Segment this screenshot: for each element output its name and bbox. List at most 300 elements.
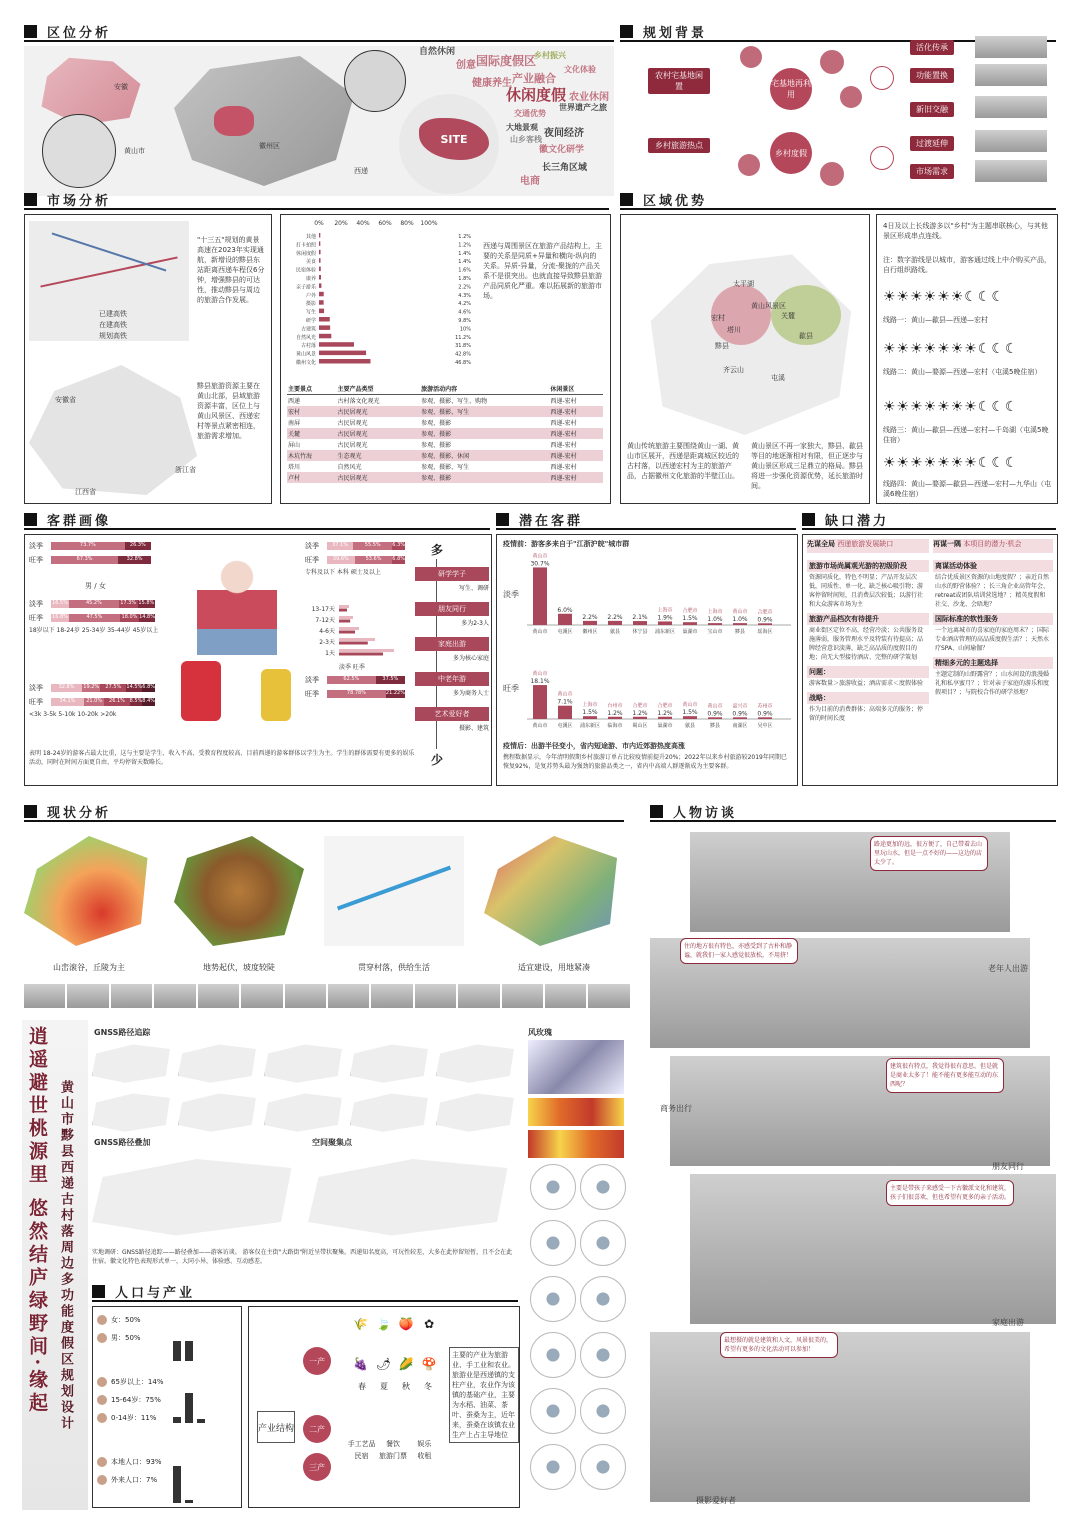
bar-value: 0.9% (732, 710, 748, 718)
bar (608, 621, 622, 625)
rail-map (29, 221, 189, 341)
customer-type-note: 写生、调研 (458, 585, 489, 592)
bar (319, 250, 321, 255)
section-header-regional (620, 190, 1056, 210)
stacked-segment: 39.6% (327, 556, 355, 564)
potential-low-chart (501, 551, 793, 643)
season-label: 秋 (402, 1382, 410, 1391)
customer-type-label: 艺术爱好者 (415, 707, 489, 721)
stacked-segment: 37.1% (327, 542, 353, 550)
axis-tick: 80% (400, 220, 414, 227)
bar (319, 351, 366, 356)
bar-label: 其他 (305, 234, 316, 240)
potential-after-note: 携程数据显示，今年清明假期乡村旅游订单占比较疫情前提升20%；2022年以来乡村旅游较2019年同期已恢复92%，是复苏势头最为强劲的旅游品类之一，省内中高端人群逐渐成为主要客群。 (503, 754, 787, 770)
grape-icon: 🍇 (353, 1356, 369, 1371)
map-label-huangshan: 黄山市 (124, 147, 145, 155)
stacked-bar (51, 684, 155, 692)
gap-right-head-sub: 本项目的潜力·机会 (963, 540, 1022, 548)
bg-left-tag: 农村宅基地闲置 (648, 68, 710, 94)
bar-top-label: 上海市 (582, 702, 598, 709)
city-label: 屯溪区 (557, 629, 573, 635)
location-map (24, 46, 614, 196)
wind-rose (530, 1444, 576, 1490)
bg-center-bubble: 乡村度假 (770, 132, 812, 174)
bg-outline-bubble (870, 66, 894, 90)
stacked-segment: 45.2% (69, 600, 119, 608)
city-label: 南湖区 (732, 723, 748, 729)
main-title: 逍遥避世桃源里 悠然结庐绿野间·缘起 (26, 1026, 48, 1416)
stacked-bar (327, 556, 405, 564)
gap-item-title: 精细多元的主题选择 (933, 657, 1053, 669)
table-cell: 西递-宏村 (550, 475, 577, 482)
header-square-icon (496, 513, 509, 526)
tier3-item: 手工艺品 (347, 1440, 376, 1448)
gap-item-title: 问题： (807, 666, 929, 678)
bar-value: 1.8% (458, 276, 471, 282)
stay-bar (339, 642, 368, 645)
corn-icon: 🌽 (398, 1356, 414, 1371)
strip-photo (198, 984, 239, 1008)
word-cloud-item: 文化体验 (564, 65, 596, 74)
stacked-row (29, 555, 159, 565)
county-highlight (214, 106, 254, 136)
bg-small-bubble (820, 162, 844, 186)
bar-top-label: 黄山市 (707, 703, 723, 710)
wind-rose (530, 1332, 576, 1378)
section-title: 缺口潜力 (825, 513, 890, 529)
customer-footer: 表明 18-24岁的游客占最大比重，这与主要是学生、收入不高、受教育程度较高、目前西递的游客群体以学生为主。学生的群体需要有更多的娱乐活动，同时在时间方面更自由、平均停留天数略长。 (29, 750, 415, 766)
bar (319, 325, 330, 330)
stacked-segment: 73.7% (51, 542, 125, 550)
age-bars (29, 599, 163, 635)
grain-icon: 🌾 (353, 1317, 369, 1331)
axis-tick: 0% (314, 220, 324, 227)
age-legend: 18岁以下 18-24岁 25-34岁 35-44岁 45岁以上 (29, 627, 159, 634)
stacked-segment: 62.5% (327, 676, 376, 684)
bar (319, 292, 324, 297)
stat-bar (173, 1466, 181, 1503)
bar (319, 317, 330, 322)
status-maps (24, 826, 630, 976)
river-line (337, 866, 451, 911)
potential-panel (496, 534, 798, 786)
bar (533, 567, 547, 625)
section-header-status (24, 802, 624, 822)
season-label: 淡季 (29, 600, 43, 608)
gap-item-title: 旅游产品档次有待提升 (807, 613, 929, 625)
route-3: 线路三：黄山—歙县—西递—宏村—千岛湖（屯溪5晚住宿） (883, 426, 1049, 444)
wind-rose (530, 1388, 576, 1434)
stacked-row (305, 541, 409, 551)
bar (319, 267, 321, 272)
stacked-bar (51, 614, 155, 622)
stacked-row (305, 555, 409, 565)
strip-photo (285, 984, 326, 1008)
wind-rose (580, 1332, 626, 1378)
tier-2: 二产 (303, 1415, 331, 1443)
table-cell: 西递-宏村 (550, 442, 577, 449)
stacked-bar (327, 676, 405, 684)
stacked-row (29, 697, 163, 707)
bar-top-label: 合肥市 (757, 609, 773, 616)
market-note-3: 西递与周围景区在旅游产品结构上，主要的关系是同质+异量和横向-纵向的关系。异质-异量，分流-聚拢的产品关系不是很突出。也就直接导致黟县旅游产品同质化严重。难以拓展新的旅游市场。 (483, 242, 602, 300)
strip-photo (502, 984, 543, 1008)
bar-value: 1.6% (458, 267, 471, 274)
table-cell: 参观、摄影 (421, 431, 452, 438)
regional-note-2: 黄山景区不再一家独大，黟县、歙县等目的地逐渐相对有限，但正逐步与黄山景区形成三足鼎立的格局。黟县将进一步强化资源优势，延长旅游时间。 (751, 442, 863, 490)
bar-value: 0.9% (707, 710, 723, 718)
customer-type-note: 摄影、建筑 (458, 725, 489, 732)
stacked-segment: 6.3% (392, 542, 405, 548)
section-header-interview (650, 802, 1056, 822)
bar (319, 241, 320, 246)
stay-label: 13-17天 (311, 606, 335, 613)
season-label: 淡季 (305, 676, 319, 684)
table-header: 旅游活动内容 (420, 383, 549, 395)
gap-item-desc: 一个远离城市的喜家庭的家庭周末？；国际专业酒店管理的高品质度假生活？；天然水疗SPA、山间瑜伽？ (935, 627, 1050, 652)
customer-type-note: 多为核心家庭 (452, 655, 489, 662)
table-cell: 西递-宏村 (550, 453, 577, 460)
bar-value: 42.8% (455, 351, 471, 358)
tier3-items (347, 1439, 439, 1461)
stacked-segment: 14.5% (126, 684, 143, 690)
wind-rose (580, 1276, 626, 1322)
stat-label: 65岁以上：14% (111, 1378, 164, 1386)
gap-item-desc: 结合优质景区资源的山地度假？；亲近自然山水的野营体验？；长三角企业高管年会、retreat或团队培训营选地？；精英度假和社交、沙龙、会晤地？ (935, 574, 1050, 608)
bar (733, 623, 747, 625)
season-label: 旺季 (305, 690, 319, 698)
tier3-item: 民宿 (354, 1452, 369, 1460)
gnss-track-map (264, 1040, 346, 1085)
season-label: 冬 (424, 1382, 432, 1391)
route-dots-4: ☀☀☀☀☀☀☀☾☾☾ (883, 455, 1019, 471)
bar (608, 717, 622, 719)
market-note-2: 黟县旅游资源主要在黄山北部，县域旅游资源丰富，区位上与黄山风景区、西递宏村等景点紧密相连，旅游需求增加。 (197, 382, 260, 440)
stay-chart (307, 601, 407, 671)
regional-right-title: 4日及以上长线游多以"乡村"为主题串联核心，与其他景区形成串点连线。 (883, 222, 1048, 240)
table-cell: 古民居观光 (337, 409, 368, 416)
stacked-row (29, 541, 159, 551)
bar-top-label: 黄山市 (732, 609, 748, 616)
stacked-row (29, 683, 163, 693)
mushroom-icon: 🍄 (421, 1356, 437, 1371)
table-cell: 古民居观光 (337, 431, 368, 438)
stacked-segment: 78.78% (327, 690, 386, 698)
section-title: 市场分析 (47, 193, 112, 209)
city-label: 瑶海区 (757, 629, 773, 635)
gap-item-title: 旅游市场尚属观光游的初级阶段 (807, 560, 929, 572)
space-title: 空间聚集点 (312, 1138, 352, 1147)
stacked-segment: 53.6% (355, 556, 393, 564)
stacked-segment: 6.8% (392, 556, 405, 562)
stacked-bar (51, 600, 155, 608)
bar-label: 休闲度假 (295, 250, 316, 257)
table-cell: 古民居观光 (337, 442, 368, 449)
bg-photo (975, 96, 1047, 118)
stacked-segment: 6.8% (142, 684, 155, 690)
bar-value: 2.2% (607, 613, 623, 621)
photo-strip (24, 984, 630, 1008)
table-cell: 参观、摄影、写生 (421, 409, 470, 416)
bar-value: 1.2% (607, 709, 623, 717)
wind-rose (580, 1444, 626, 1490)
bg-photo (975, 160, 1047, 182)
vertical-title-block (22, 1020, 88, 1510)
table-cell: 西递 (288, 398, 301, 405)
customer-type (415, 672, 489, 697)
bar-value: 0.9% (757, 616, 773, 624)
city-label: 浦东新区 (654, 629, 676, 635)
stay-legend: 淡季 旺季 (339, 664, 365, 671)
bar (708, 623, 722, 625)
wind-rose (530, 1276, 576, 1322)
industry-panel (248, 1306, 520, 1508)
stacked-segment: 27.5% (100, 684, 126, 692)
quote-bubble: 住的地方很有特色，亦感受到了古朴和静谧，就我们一家人感觉很放松，不用挤！ (680, 938, 798, 964)
bar-label: 康养 (305, 276, 316, 282)
inset-map-circle (42, 114, 116, 188)
legend-item: 已建高铁 (99, 310, 127, 318)
city-label: 浦东新区 (579, 723, 601, 729)
section-title: 区域优势 (643, 193, 708, 209)
table-cell: 古村落文化观光 (337, 398, 380, 405)
gnss-track-map (178, 1089, 260, 1134)
bar (758, 623, 772, 625)
season-label: 夏 (380, 1382, 388, 1391)
axis-tick: 100% (420, 220, 438, 227)
county-inset-circle (344, 50, 406, 112)
table-cell: 南屏 (288, 420, 301, 427)
person-icon (97, 1333, 107, 1343)
table-row (287, 439, 603, 450)
section-header-location (24, 22, 614, 42)
gap-item-title: 国际标准的软性服务 (933, 613, 1053, 625)
section-title: 潜在客群 (519, 513, 584, 529)
region-label: 宏村 (711, 314, 725, 322)
stacked-segment: 32.8% (118, 556, 151, 564)
status-note: 实地调研：GNSS路径追踪——路径叠加——游客访谈。 游客仅在主街"大路街"附近呈带状聚集。西递知名度高，可玩性较差，大多在此停留短暂，且不会在此住宿。徽文化特色表现形式单一，大同小异，体验感、互动感差。 (92, 1249, 513, 1265)
gnss-track-map (350, 1089, 432, 1134)
heat-chart (528, 1098, 624, 1126)
legend-male: 男 (85, 582, 92, 590)
wind-rose (530, 1164, 576, 1210)
word-cloud-item: 山乡客栈 (510, 135, 542, 144)
customer-type-label: 研学学子 (415, 567, 489, 581)
strip-photo (545, 984, 586, 1008)
strip-photo (154, 984, 195, 1008)
section-header-potential (496, 510, 796, 530)
gap-item-desc: 主题定制的山野露营？；山水间设的浪漫婚礼和私享蜜月？；针对亲子家庭的游乐和度假项目？；与院校合作的研学基地？ (935, 671, 1050, 696)
legend-female: 女 (98, 582, 106, 590)
stat-bar (173, 1417, 181, 1423)
status-caption: 适宜建设，用地紧凑 (518, 963, 590, 972)
person-icon (97, 1457, 107, 1467)
season-label: 旺季 (29, 556, 43, 564)
strip-photo (415, 984, 456, 1008)
section-title: 客群画像 (47, 513, 112, 529)
more-label: 多 (431, 543, 444, 557)
market-left-panel (24, 214, 272, 504)
bar-label: 黄山风景 (295, 351, 316, 358)
bar-value: 18.1% (530, 678, 550, 686)
city-label: 巢湖市 (682, 629, 698, 635)
regional-left-panel (620, 214, 870, 504)
stacked-row (305, 689, 409, 699)
bar (633, 717, 647, 719)
bar-value: 2.2% (458, 284, 471, 291)
table-cell: 自然风光 (337, 464, 362, 471)
traveler-illustration (175, 551, 295, 731)
bar-top-label: 苏州市 (757, 703, 773, 710)
bar (319, 283, 321, 288)
bar-label: 美食 (305, 259, 316, 266)
stay-bar (339, 609, 347, 612)
gap-item-desc: 作为目前的消费群体；高端多元的服务；停留的时间长度 (809, 706, 924, 722)
city-label: 黟县 (734, 629, 746, 635)
table-cell: 参观、摄影、写生 (421, 464, 470, 471)
quote-bubble: 建筑很有特点，我觉得很有意思，但是就是商业太多了！能不能有更多能互动的东西呢？ (886, 1058, 1004, 1093)
quote-bubble: 最想摄的就是建筑和人文，风景很美的，希望有更多的文化活动可以参加！ (720, 1332, 838, 1358)
season-label: 旺季 (305, 556, 319, 564)
map-label-anhui: 安徽 (114, 83, 128, 91)
population-panel (92, 1306, 242, 1508)
wind-chart (528, 1040, 624, 1094)
gap-left-head (807, 539, 929, 553)
section-header-market (24, 190, 609, 210)
wind-block (526, 1028, 630, 1508)
region-label: 齐云山 (723, 366, 744, 374)
stat-bar (197, 1419, 205, 1423)
stacked-segment: 16.5% (52, 600, 68, 606)
word-cloud-item: 产业融合 (512, 72, 556, 85)
stacked-segment: 19.2% (83, 684, 100, 690)
tier-1: 一产 (303, 1347, 331, 1375)
stay-bar (339, 649, 394, 652)
bar-value: 1.0% (732, 616, 748, 624)
axis-tick: 20% (334, 220, 348, 227)
region-label: 塔川 (727, 326, 741, 334)
season-label: 春 (358, 1382, 366, 1391)
table-cell: 西递-宏村 (550, 464, 577, 471)
bar-label: 户外 (305, 292, 316, 299)
market-right-panel (280, 214, 611, 504)
tier3-item: 娱乐 (417, 1440, 432, 1448)
customer-type (415, 567, 489, 592)
interview-photo (650, 1332, 1030, 1502)
gnss-track-map (350, 1040, 432, 1085)
city-label: 吴中区 (757, 723, 773, 729)
tier3-item: 餐饮 (385, 1440, 400, 1448)
stacked-segment: 8.4% (142, 698, 155, 704)
stacked-segment: 18.0% (121, 614, 138, 620)
stay-label: 7-12天 (315, 617, 335, 624)
customer-type (415, 602, 489, 627)
stacked-bar (327, 690, 405, 698)
customer-type-note: 多为2-3人 (461, 620, 489, 627)
word-cloud-item: 世界遗产之旅 (559, 103, 607, 112)
season-label: 淡季 (305, 542, 319, 550)
bar (583, 621, 597, 625)
trip-bars (305, 675, 409, 703)
bar-label: 研学 (305, 318, 316, 324)
word-cloud-item: 国际度假区 (476, 54, 537, 68)
stacked-segment: 26.1% (104, 698, 129, 706)
bar-top-label: 合肥市 (657, 702, 673, 709)
industry-title: 产业结构 (257, 1411, 295, 1443)
market-table (287, 383, 603, 483)
red-suitcase (181, 661, 221, 721)
gender-legend: 男 / 女 (85, 582, 106, 590)
table-cell: 卢村 (288, 475, 301, 482)
gnss-overlay-map (92, 1150, 302, 1240)
header-square-icon (24, 513, 37, 526)
table-cell: 屏山 (288, 442, 301, 449)
bar-value: 1.2% (657, 709, 673, 717)
tea-icon: 🍃 (376, 1317, 392, 1331)
bar-top-label: 合肥市 (682, 608, 698, 615)
city-label: 黄山市 (532, 629, 548, 635)
stacked-row (29, 613, 163, 623)
table-cell: 西递-宏村 (550, 420, 577, 427)
table-header: 休闲景区 (549, 383, 603, 395)
bar (558, 706, 572, 719)
tier3-item: 旅游门票 (378, 1452, 407, 1460)
bar-label: 写生 (305, 309, 316, 316)
stacked-segment: 15.8% (138, 600, 155, 606)
word-cloud-item: 大地景观 (506, 123, 538, 132)
rail-line (40, 256, 177, 287)
potential-title: 疫情前：游客多来自于"江浙沪皖"城市群 (503, 540, 630, 548)
bg-right-tag: 活化传承 (910, 40, 954, 55)
heat-chart (528, 1130, 624, 1158)
person-icon (97, 1413, 107, 1423)
header-square-icon (620, 193, 633, 206)
stacked-segment: 17.3% (120, 600, 137, 606)
bar-label: 古建筑 (300, 326, 316, 333)
table-row (287, 417, 603, 428)
word-cloud-item: 创意 (456, 60, 476, 71)
section-header-gap (802, 510, 1056, 530)
table-row (287, 472, 603, 483)
city-label: 歙县 (609, 629, 621, 635)
persona-label: 朋友同行 (992, 1162, 1024, 1171)
section-title: 区位分析 (47, 25, 112, 41)
stacked-segment: 47.5% (69, 614, 120, 622)
stat-label: 男：50% (111, 1334, 141, 1342)
bg-small-bubble (840, 86, 862, 108)
stay-label: 4-6天 (319, 628, 335, 635)
table-cell: 古民居观光 (337, 475, 368, 482)
bar-top-label: 合肥市 (632, 702, 648, 709)
income-bars (29, 683, 163, 719)
education-bars (305, 541, 409, 577)
stacked-segment: 8.5% (129, 698, 143, 704)
wind-rose (530, 1220, 576, 1266)
bg-photo (975, 130, 1047, 152)
word-cloud-item: 农业休闲 (569, 92, 609, 103)
quote-bubble: 路途更加的远，很方便了，自己带着去山里玩山水，但是一点不好的——这边的店太少了。 (870, 836, 988, 871)
less-label: 少 (431, 753, 444, 767)
slope-map (174, 836, 304, 946)
table-cell: 参观、摄影 (421, 442, 452, 449)
pepper-icon: 🌶 (376, 1356, 392, 1371)
potential-after-title: 疫情后：出游半径变小，省内短途游、市内近郊游热度高涨 (503, 742, 685, 750)
status-caption: 贯穿村落，供给生活 (358, 963, 430, 972)
table-cell: 参观、摄影、写生、购物 (421, 398, 488, 405)
bar-top-label: 黄山市 (532, 553, 548, 560)
season-row (351, 1381, 439, 1392)
fruit-icon: 🍑 (398, 1317, 414, 1331)
